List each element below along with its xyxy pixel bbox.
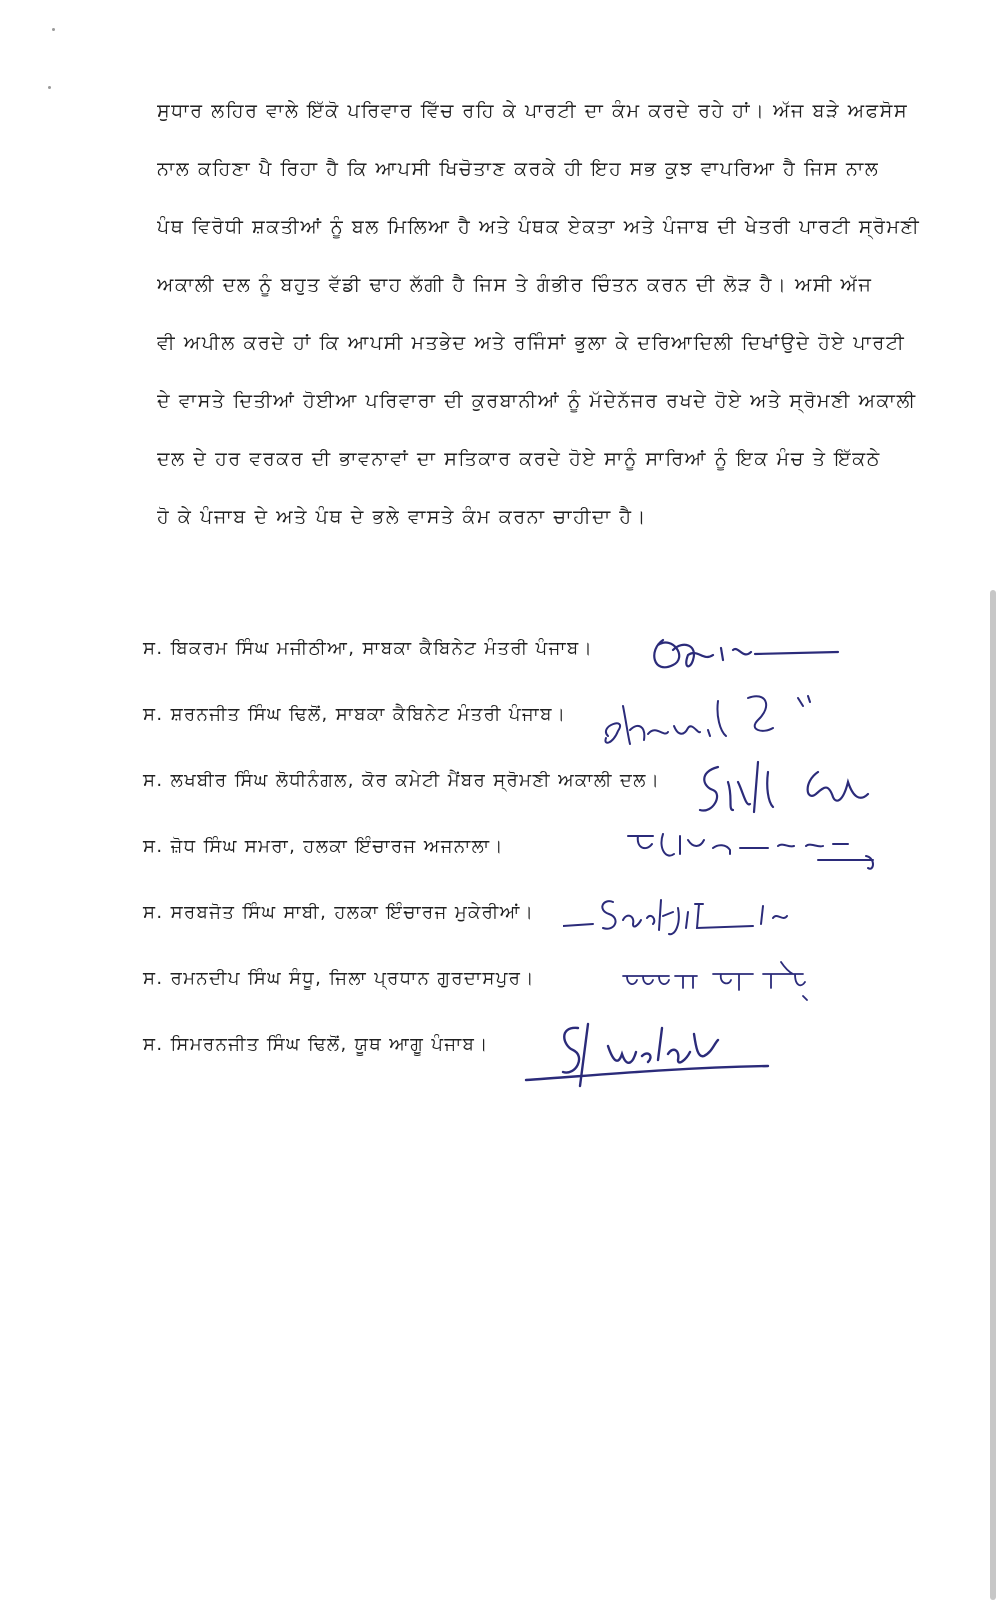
handwritten-signature: [563, 884, 803, 944]
handwritten-signature: [613, 950, 853, 1010]
scrollbar[interactable]: [986, 0, 1000, 1600]
signatory-name: ਸ. ਬਿਕਰਮ ਸਿੰਘ ਮਜੀਠੀਆ, ਸਾਬਕਾ ਕੈਬਿਨੇਟ ਮੰਤਰੀ ਪੰਜਾਬ।: [143, 638, 594, 659]
signatory-row: [143, 752, 903, 818]
signatory-name: ਸ. ਰਮਨਦੀਪ ਸਿੰਘ ਸੰਧੂ, ਜਿਲਾ ਪ੍ਰਧਾਨ ਗੁਰਦਾਸਪੁਰ।: [143, 968, 535, 989]
paper-speck: [52, 28, 55, 31]
paragraph-line: ਦੇ ਵਾਸਤੇ ਦਿਤੀਆਂ ਹੋਈਆ ਪਰਿਵਾਰਾ ਦੀ ਕੁਰਬਾਨੀਆਂ ਨੂੰ ਮੱਦੇਨੱਜਰ ਰਖਦੇ ਹੋਏ ਅਤੇ ਸ੍ਰੋਮਣੀ ਅਕਾਲੀ: [157, 390, 917, 412]
signatory-row: [143, 620, 903, 686]
paragraph-line: ਹੋ ਕੇ ਪੰਜਾਬ ਦੇ ਅਤੇ ਪੰਥ ਦੇ ਭਲੇ ਵਾਸਤੇ ਕੰਮ ਕਰਨਾ ਚਾਹੀਦਾ ਹੈ।: [157, 506, 648, 528]
handwritten-signature: [643, 620, 843, 680]
signatory-name: ਸ. ਜ਼ੋਧ ਸਿੰਘ ਸਮਰਾ, ਹਲਕਾ ਇੰਚਾਰਜ ਅਜਨਾਲਾ।: [143, 836, 504, 857]
signatory-name: ਸ. ਸਿਮਰਨਜੀਤ ਸਿੰਘ ਢਿਲੋਂ, ਯੂਥ ਆਗੂ ਪੰਜਾਬ।: [143, 1034, 489, 1055]
signatory-row: [143, 818, 903, 884]
scrollbar-thumb[interactable]: [990, 590, 996, 1600]
signatory-row: [143, 950, 903, 1016]
paragraph-line: ਦਲ ਦੇ ਹਰ ਵਰਕਰ ਦੀ ਭਾਵਨਾਵਾਂ ਦਾ ਸਤਿਕਾਰ ਕਰਦੇ ਹੋਏ ਸਾਨੂੰ ਸਾਰਿਆਂ ਨੂੰ ਇਕ ਮੰਚ ਤੇ ਇੱਕਠੇ: [157, 448, 881, 470]
handwritten-signature: [688, 752, 888, 822]
signatory-row: [143, 686, 903, 752]
paragraph-line: ਅਕਾਲੀ ਦਲ ਨੂੰ ਬਹੁਤ ਵੱਡੀ ਢਾਹ ਲੱਗੀ ਹੈ ਜਿਸ ਤੇ ਗੰਭੀਰ ਚਿੰਤਨ ਕਰਨ ਦੀ ਲੋੜ ਹੈ। ਅਸੀ ਅੱਜ: [157, 274, 873, 296]
signatory-name: ਸ. ਲਖਬੀਰ ਸਿੰਘ ਲੋਧੀਨੰਗਲ, ਕੋਰ ਕਮੇਟੀ ਮੈਂਬਰ ਸ੍ਰੋਮਣੀ ਅਕਾਲੀ ਦਲ।: [143, 770, 661, 791]
paragraph-line: ਵੀ ਅਪੀਲ ਕਰਦੇ ਹਾਂ ਕਿ ਆਪਸੀ ਮਤਭੇਦ ਅਤੇ ਰਜਿੰਸਾਂ ਭੁਲਾ ਕੇ ਦਰਿਆਦਿਲੀ ਦਿਖਾਂਉਦੇ ਹੋਏ ਪਾਰਟੀ: [157, 332, 906, 354]
paper-speck: [48, 86, 51, 89]
handwritten-signature: [598, 686, 848, 752]
signatory-row: [143, 884, 903, 950]
paragraph-line: ਪੰਥ ਵਿਰੋਧੀ ਸ਼ਕਤੀਆਂ ਨੂੰ ਬਲ ਮਿਲਿਆ ਹੈ ਅਤੇ ਪੰਥਕ ਏਕਤਾ ਅਤੇ ਪੰਜਾਬ ਦੀ ਖੇਤਰੀ ਪਾਰਟੀ ਸ੍ਰੋਮਣੀ: [157, 216, 921, 238]
signatory-row: [143, 1016, 903, 1082]
signatory-name: ਸ. ਸ਼ਰਨਜੀਤ ਸਿੰਘ ਢਿਲੋਂ, ਸਾਬਕਾ ਕੈਬਿਨੇਟ ਮੰਤਰੀ ਪੰਜਾਬ।: [143, 704, 567, 725]
handwritten-signature: [518, 1016, 788, 1096]
handwritten-signature: [618, 818, 888, 884]
paragraph-line: ਨਾਲ ਕਹਿਣਾ ਪੈ ਰਿਹਾ ਹੈ ਕਿ ਆਪਸੀ ਖਿਚੋਤਾਣ ਕਰਕੇ ਹੀ ਇਹ ਸਭ ਕੁਝ ਵਾਪਰਿਆ ਹੈ ਜਿਸ ਨਾਲ: [157, 158, 880, 180]
signatory-name: ਸ. ਸਰਬਜੋਤ ਸਿੰਘ ਸਾਬੀ, ਹਲਕਾ ਇੰਚਾਰਜ ਮੁਕੇਰੀਆਂ।: [143, 902, 535, 923]
paragraph-line: ਸੁਧਾਰ ਲਹਿਰ ਵਾਲੇ ਇੱਕੋ ਪਰਿਵਾਰ ਵਿੱਚ ਰਹਿ ਕੇ ਪਾਰਟੀ ਦਾ ਕੰਮ ਕਰਦੇ ਰਹੇ ਹਾਂ। ਅੱਜ ਬੜੇ ਅਫਸੋਸ: [157, 100, 909, 122]
